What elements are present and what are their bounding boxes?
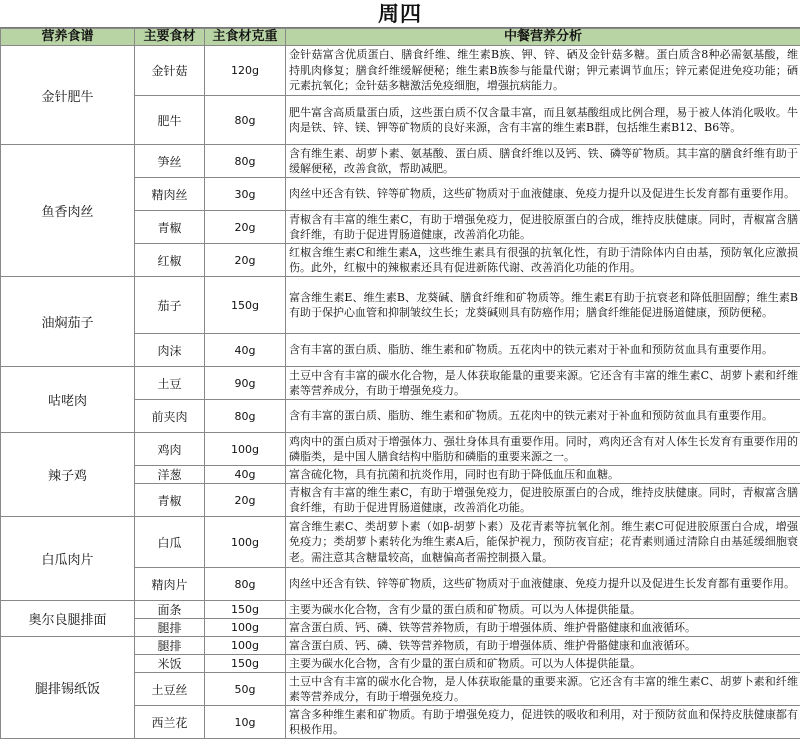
dish-name: 油焖茄子 bbox=[1, 277, 135, 367]
weight-cell: 20g bbox=[205, 211, 286, 244]
ingredient-cell: 洋葱 bbox=[135, 466, 205, 484]
ingredient-cell: 肥牛 bbox=[135, 96, 205, 145]
ingredient-cell: 精肉片 bbox=[135, 568, 205, 601]
header-recipe: 营养食谱 bbox=[1, 29, 135, 46]
analysis-cell: 青椒含有丰富的维生素C，有助于增强免疫力，促进胶原蛋白的合成，维持皮肤健康。同时，青椒富含膳食纤维，有助于促进胃肠道健康，改善消化功能。 bbox=[286, 484, 800, 517]
ingredient-cell: 西兰花 bbox=[135, 706, 205, 739]
ingredient-cell: 肉沫 bbox=[135, 334, 205, 367]
analysis-cell: 肥牛富含高质量蛋白质，这些蛋白质不仅含量丰富，而且氨基酸组成比例合理，易于被人体消化吸收。牛肉是铁、锌、镁、钾等矿物质的良好来源，含有丰富的维生素B群，包括维生素B12、B6等。 bbox=[286, 96, 800, 145]
table-row bbox=[1, 277, 800, 334]
header-analysis: 中餐营养分析 bbox=[286, 29, 800, 46]
ingredient-cell: 金针菇 bbox=[135, 46, 205, 96]
analysis-cell: 土豆中含有丰富的碳水化合物，是人体获取能量的重要来源。它还含有丰富的维生素C、胡萝卜素和纤维素等营养成分，有助于增强免疫力。 bbox=[286, 367, 800, 400]
analysis-cell: 富含维生素E、维生素B、龙葵碱、膳食纤维和矿物质等。维生素E有助于抗衰老和降低胆固醇；维生素B有助于保护心血管和抑制皱纹生长；龙葵碱则具有防癌作用；膳食纤维能促进肠道健康，预防便秘。 bbox=[286, 277, 800, 334]
analysis-cell: 富含维生素C、类胡萝卜素（如β-胡萝卜素）及花青素等抗氧化剂。维生素C可促进胶原蛋白合成，增强免疫力；类胡萝卜素转化为维生素A后，能保护视力，预防夜盲症；花青素则通过清除自由基延缓细胞衰老。需注意其含糖量较高，血糖偏高者需控制摄入量。 bbox=[286, 517, 800, 568]
table-row bbox=[1, 46, 800, 96]
ingredient-cell: 茄子 bbox=[135, 277, 205, 334]
weight-cell: 20g bbox=[205, 484, 286, 517]
ingredient-cell: 土豆 bbox=[135, 367, 205, 400]
analysis-cell: 富含蛋白质、钙、磷、铁等营养物质，有助于增强体质、维护骨骼健康和血液循环。 bbox=[286, 619, 800, 637]
weight-cell: 80g bbox=[205, 96, 286, 145]
ingredient-cell: 前夹肉 bbox=[135, 400, 205, 433]
analysis-cell: 肉丝中还含有铁、锌等矿物质，这些矿物质对于血液健康、免疫力提升以及促进生长发育都有重要作用。 bbox=[286, 568, 800, 601]
weight-cell: 20g bbox=[205, 244, 286, 277]
analysis-cell: 含有丰富的蛋白质、脂肪、维生素和矿物质。五花肉中的铁元素对于补血和预防贫血具有重要作用。 bbox=[286, 334, 800, 367]
ingredient-cell: 腿排 bbox=[135, 637, 205, 655]
table-body bbox=[1, 46, 800, 739]
table-row bbox=[1, 145, 800, 178]
table-row bbox=[1, 517, 800, 568]
ingredient-cell: 腿排 bbox=[135, 619, 205, 637]
dish-name: 金针肥牛 bbox=[1, 46, 135, 145]
analysis-cell: 含有维生素、胡萝卜素、氨基酸、蛋白质、膳食纤维以及钙、铁、磷等矿物质。其丰富的膳食纤维有助于缓解便秘，改善食欲，帮助减肥。 bbox=[286, 145, 800, 178]
analysis-cell: 鸡肉中的蛋白质对于增强体力、强壮身体具有重要作用。同时，鸡肉还含有对人体生长发育有重要作用的磷脂类，是中国人膳食结构中脂肪和磷脂的重要来源之一。 bbox=[286, 433, 800, 466]
analysis-cell: 肉丝中还含有铁、锌等矿物质，这些矿物质对于血液健康、免疫力提升以及促进生长发育都有重要作用。 bbox=[286, 178, 800, 211]
weight-cell: 100g bbox=[205, 637, 286, 655]
analysis-cell: 土豆中含有丰富的碳水化合物，是人体获取能量的重要来源。它还含有丰富的维生素C、胡萝卜素和纤维素等营养成分，有助于增强免疫力。 bbox=[286, 673, 800, 706]
dish-name: 辣子鸡 bbox=[1, 433, 135, 517]
weight-cell: 150g bbox=[205, 601, 286, 619]
weight-cell: 10g bbox=[205, 706, 286, 739]
weight-cell: 150g bbox=[205, 655, 286, 673]
dish-name: 腿排锡纸饭 bbox=[1, 637, 135, 739]
ingredient-cell: 青椒 bbox=[135, 211, 205, 244]
dish-name: 咕咾肉 bbox=[1, 367, 135, 433]
header-weight: 主食材克重 bbox=[205, 29, 286, 46]
analysis-cell: 富含硫化物，具有抗菌和抗炎作用，同时也有助于降低血压和血糖。 bbox=[286, 466, 800, 484]
dish-name: 奥尔良腿排面 bbox=[1, 601, 135, 637]
analysis-cell: 青椒含有丰富的维生素C，有助于增强免疫力，促进胶原蛋白的合成，维持皮肤健康。同时，青椒富含膳食纤维，有助于促进胃肠道健康，改善消化功能。 bbox=[286, 211, 800, 244]
analysis-cell: 富含蛋白质、钙、磷、铁等营养物质，有助于增强体质、维护骨骼健康和血液循环。 bbox=[286, 637, 800, 655]
table-row bbox=[1, 367, 800, 400]
weight-cell: 120g bbox=[205, 46, 286, 96]
ingredient-cell: 土豆丝 bbox=[135, 673, 205, 706]
analysis-cell: 主要为碳水化合物，含有少量的蛋白质和矿物质。可以为人体提供能量。 bbox=[286, 655, 800, 673]
weight-cell: 150g bbox=[205, 277, 286, 334]
weight-cell: 30g bbox=[205, 178, 286, 211]
analysis-cell: 富含多种维生素和矿物质。有助于增强免疫力，促进铁的吸收和利用，对于预防贫血和保持皮肤健康都有积极作用。 bbox=[286, 706, 800, 739]
dish-name: 白瓜肉片 bbox=[1, 517, 135, 601]
ingredient-cell: 白瓜 bbox=[135, 517, 205, 568]
ingredient-cell: 精肉丝 bbox=[135, 178, 205, 211]
analysis-cell: 含有丰富的蛋白质、脂肪、维生素和矿物质。五花肉中的铁元素对于补血和预防贫血具有重要作用。 bbox=[286, 400, 800, 433]
weight-cell: 40g bbox=[205, 466, 286, 484]
ingredient-cell: 青椒 bbox=[135, 484, 205, 517]
nutrition-table bbox=[0, 28, 800, 739]
weight-cell: 80g bbox=[205, 145, 286, 178]
dish-name: 鱼香肉丝 bbox=[1, 145, 135, 277]
weight-cell: 90g bbox=[205, 367, 286, 400]
ingredient-cell: 米饭 bbox=[135, 655, 205, 673]
ingredient-cell: 鸡肉 bbox=[135, 433, 205, 466]
ingredient-cell: 面条 bbox=[135, 601, 205, 619]
analysis-cell: 金针菇富含优质蛋白、膳食纤维、维生素B族、钾、锌、硒及金针菇多糖。蛋白质含8种必需氨基酸，维持肌肉修复；膳食纤维缓解便秘；维生素B族参与能量代谢；钾元素调节血压；锌元素促进免疫功能；硒元素抗氧化；金针菇多糖激活免疫细胞，增强抗病能力。 bbox=[286, 46, 800, 96]
header-main-ingredient: 主要食材 bbox=[135, 29, 205, 46]
weight-cell: 80g bbox=[205, 400, 286, 433]
weight-cell: 50g bbox=[205, 673, 286, 706]
weight-cell: 40g bbox=[205, 334, 286, 367]
weight-cell: 100g bbox=[205, 433, 286, 466]
header-row bbox=[1, 29, 800, 46]
table-row bbox=[1, 433, 800, 466]
weight-cell: 80g bbox=[205, 568, 286, 601]
page-title: 周四 bbox=[0, 0, 800, 28]
analysis-cell: 主要为碳水化合物，含有少量的蛋白质和矿物质。可以为人体提供能量。 bbox=[286, 601, 800, 619]
weight-cell: 100g bbox=[205, 619, 286, 637]
table-row bbox=[1, 601, 800, 619]
table-row bbox=[1, 637, 800, 655]
ingredient-cell: 红椒 bbox=[135, 244, 205, 277]
ingredient-cell: 笋丝 bbox=[135, 145, 205, 178]
weight-cell: 100g bbox=[205, 517, 286, 568]
analysis-cell: 红椒含维生素C和维生素A，这些维生素具有很强的抗氧化性，有助于清除体内自由基，预防氧化应激损伤。此外，红椒中的辣椒素还具有促进新陈代谢、改善消化功能的作用。 bbox=[286, 244, 800, 277]
